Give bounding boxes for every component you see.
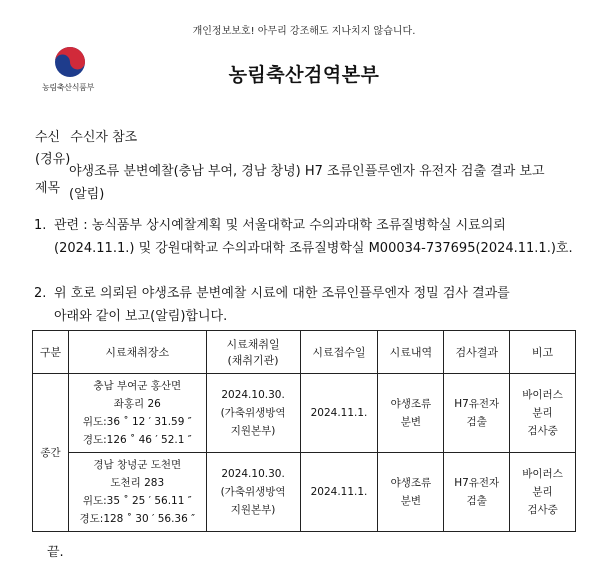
location-line: 좌홍리 26 xyxy=(113,398,161,410)
content-line: 야생조류 xyxy=(390,398,432,410)
content-line: 분변 xyxy=(400,495,422,507)
latitude: 위도:36 ˚ 12 ′ 31.59 ″ xyxy=(82,416,192,428)
header-date-line-2: (채취기관) xyxy=(227,354,279,367)
content-cell xyxy=(378,453,444,532)
note-line: 검사중 xyxy=(527,425,558,437)
collector-line: (가축위생방역 xyxy=(220,407,286,419)
sample-date: 2024.10.30. xyxy=(221,389,285,401)
subject-label: 제목 xyxy=(35,181,61,196)
subject-text xyxy=(69,160,545,206)
content-line: 분변 xyxy=(400,416,422,428)
content-cell xyxy=(378,374,444,453)
location-line: 충남 부여군 홍산면 xyxy=(93,380,182,392)
note-line: 분리 xyxy=(532,486,553,498)
item-1-line-2: (2024.11.1.) 및 강원대학교 수의과대학 조류질병학실 M00034-737695(2024.11.1.)호. xyxy=(54,241,573,256)
note-cell xyxy=(510,453,576,532)
result-line: H7유전자 xyxy=(454,477,500,489)
table-row xyxy=(33,453,576,532)
header-date-line-1: 시료채취일 xyxy=(226,338,280,351)
category-cell: 종간 xyxy=(33,374,69,532)
result-cell xyxy=(444,453,510,532)
note-line: 검사중 xyxy=(527,504,558,516)
table-header-row xyxy=(33,331,576,374)
recipient-line xyxy=(35,126,137,145)
subject-line-1: 야생조류 분변예찰(충남 부여, 경남 창녕) H7 조류인플루엔자 유전자 검출 결과 보고 xyxy=(69,164,545,179)
end-mark: 끝. xyxy=(47,545,64,560)
note-line: 바이러스 xyxy=(522,389,563,401)
location-cell xyxy=(68,453,206,532)
privacy-banner: 개인정보보호! 아무리 강조해도 지나치지 않습니다. xyxy=(192,26,416,37)
recipient-value: 수신자 참조 xyxy=(70,130,138,145)
item-2-line-2: 아래와 같이 보고(알림)합니다. xyxy=(54,309,228,324)
result-line: 검출 xyxy=(466,416,487,428)
item-2-text xyxy=(54,282,510,328)
header-location: 시료채취장소 xyxy=(68,331,206,374)
header-content: 시료내역 xyxy=(378,331,444,374)
ministry-logo-text: 농림축산식품부 xyxy=(42,83,94,92)
collector-line: 지원본부) xyxy=(230,504,276,516)
item-1-line-1: 관련 : 농식품부 상시예찰계획 및 서울대학교 수의과대학 조류질병학실 시료의뢰 xyxy=(54,218,506,233)
subject-line-2: (알림) xyxy=(69,187,105,202)
header-note: 비고 xyxy=(510,331,576,374)
item-2-number: 2. xyxy=(34,286,47,301)
item-1-number: 1. xyxy=(34,218,47,233)
item-2-line-1: 위 호로 의뢰된 야생조류 분변예찰 시료에 대한 조류인플루엔자 정밀 검사 결과를 xyxy=(54,286,510,301)
item-1-text xyxy=(54,214,573,260)
header-result: 검사결과 xyxy=(444,331,510,374)
location-line: 도천리 283 xyxy=(110,477,165,489)
sample-date: 2024.10.30. xyxy=(221,468,285,480)
location-line: 경남 창녕군 도천면 xyxy=(93,459,182,471)
header-category: 구분 xyxy=(33,331,69,374)
date-cell xyxy=(206,453,300,532)
header-received: 시료접수일 xyxy=(300,331,378,374)
longitude: 경도:128 ˚ 30 ′ 56.36 ″ xyxy=(79,513,196,525)
recipient-label: 수신 xyxy=(35,130,61,145)
results-table xyxy=(32,330,576,532)
date-cell xyxy=(206,374,300,453)
table-row xyxy=(33,374,576,453)
organization-title: 농림축산검역본부 xyxy=(228,64,380,86)
result-line: 검출 xyxy=(466,495,487,507)
location-cell xyxy=(68,374,206,453)
received-cell: 2024.11.1. xyxy=(300,453,378,532)
received-cell: 2024.11.1. xyxy=(300,374,378,453)
note-line: 분리 xyxy=(532,407,553,419)
header-date xyxy=(206,331,300,374)
longitude: 경도:126 ˚ 46 ′ 52.1 ″ xyxy=(82,434,192,446)
via-line: (경유) xyxy=(35,152,71,167)
note-line: 바이러스 xyxy=(522,468,563,480)
collector-line: 지원본부) xyxy=(230,425,276,437)
result-line: H7유전자 xyxy=(454,398,500,410)
note-cell xyxy=(510,374,576,453)
result-cell xyxy=(444,374,510,453)
content-line: 야생조류 xyxy=(390,477,432,489)
collector-line: (가축위생방역 xyxy=(220,486,286,498)
latitude: 위도:35 ˚ 25 ′ 56.11 ″ xyxy=(82,495,192,507)
